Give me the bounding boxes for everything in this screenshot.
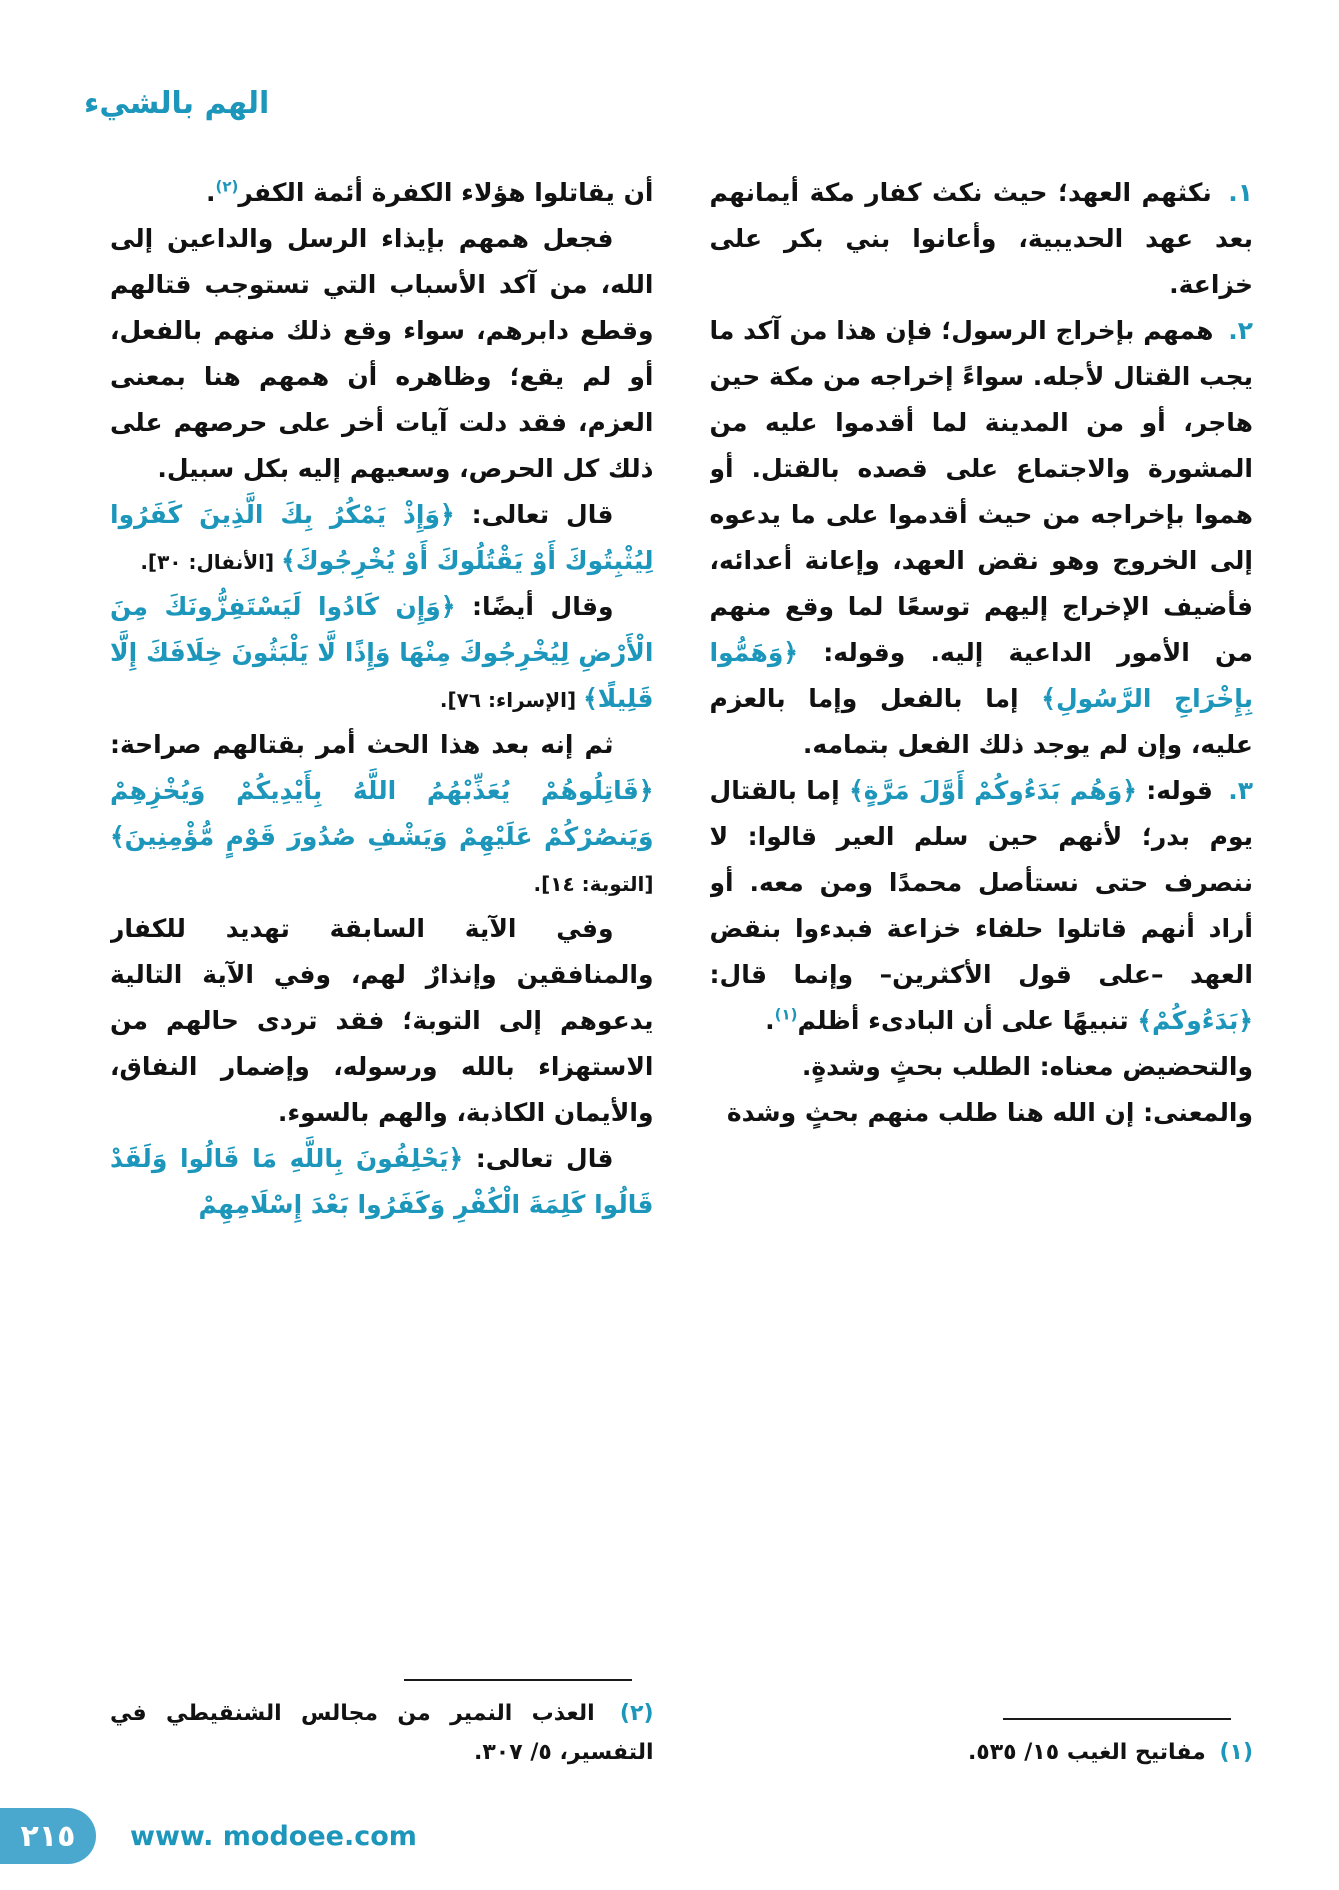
body-text: .	[205, 178, 216, 207]
verse-reference: [الإسراء: ٧٦].	[439, 688, 584, 712]
body-text: قال تعالى:	[454, 500, 614, 529]
body-text: ثم إنه بعد هذا الحث أمر بقتالهم صراحة:	[110, 730, 614, 759]
column-right	[710, 170, 1254, 1772]
footnote-separator	[1003, 1718, 1231, 1720]
footnote-separator	[404, 1679, 632, 1681]
column-right-body	[710, 170, 1254, 1702]
website-link[interactable]: www. modoee.com	[130, 1821, 417, 1852]
paragraph	[710, 1090, 1254, 1136]
quran-verse: ﴿وَإِن كَادُوا لَيَسْتَفِزُّونَكَ مِنَ الْأَرْضِ لِيُخْرِجُوكَ مِنْهَا وَإِذًا لَّا يَلْبَثُونَ خِلَافَكَ إِلَّا قَلِيلًا﴾	[110, 592, 654, 713]
item-number: ٣.	[1218, 776, 1253, 805]
footnote	[710, 1734, 1254, 1773]
paragraph	[110, 170, 654, 216]
footnote-text: العذب النمير من مجالس الشنقيطي في التفسير، ٥/ ٣٠٧.	[110, 1701, 654, 1765]
verse-reference: [الأنفال: ٣٠].	[140, 550, 282, 574]
body-text: والتحضيض معناه: الطلب بحثٍ وشدةٍ.	[801, 1052, 1253, 1081]
body-text: .	[765, 1006, 775, 1035]
body-text: أن يقاتلوا هؤلاء الكفرة أئمة الكفر	[238, 178, 654, 207]
page-number-tab	[0, 1808, 96, 1864]
paragraph	[110, 722, 654, 906]
item-number: ٢.	[1219, 316, 1253, 345]
paragraph	[110, 584, 654, 722]
body-text: والمعنى: إن الله هنا طلب منهم بحثٍ وشدة	[726, 1098, 1253, 1127]
column-left-body	[110, 170, 654, 1663]
body-text: همهم بإخراج الرسول؛ فإن هذا من آكد ما يجب القتال لأجله. سواءً إخراجه من مكة حين هاجر، أو من المدينة لما أقدموا عليه من المشورة والاجتماع على قصده بالقتل. أو هموا بإخراجه من حيث أقدموا على ما يدعوه إلى الخروج وهو نقض العهد، وإعانة أعدائه، فأضيف الإخراج إليهم توسعًا لما وقع منهم من الأمور الداعية إليه. وقوله:	[709, 316, 1253, 667]
numbered-item	[710, 308, 1254, 768]
body-text: فجعل همهم بإيذاء الرسل والداعين إلى الله، من آكد الأسباب التي تستوجب قتالهم وقطع دابرهم، سواء وقع ذلك منهم بالفعل، أو لم يقع؛ وظاهره أن همهم هنا بمعنى العزم، فقد دلت آيات أخر على حرصهم على ذلك كل الحرص، وسعيهم إليه بكل سبيل.	[110, 224, 654, 483]
body-text: نكثهم العهد؛ حيث نكث كفار مكة أيمانهم بعد عهد الحديبية، وأعانوا بني بكر على خزاعة.	[709, 178, 1253, 299]
quran-verse: ﴿وَهُم بَدَءُوكُمْ أَوَّلَ مَرَّةٍ﴾	[849, 776, 1137, 805]
footnote-list-left	[110, 1695, 654, 1772]
paragraph	[110, 216, 654, 492]
footnote-area-left	[110, 1679, 654, 1772]
footnote-marker: (٢)	[215, 177, 239, 196]
footnote-marker: (١)	[774, 1005, 798, 1024]
two-column-text-area	[110, 170, 1253, 1772]
footnote-number: (٢)	[600, 1701, 654, 1726]
body-text: إما بالقتال يوم بدر؛ لأنهم حين سلم العير قالوا: لا ننصرف حتى نستأصل محمدًا ومن معه. أو أراد أنهم قاتلوا حلفاء خزاعة فبدءوا بنقض العهد –على قول الأكثرين– وإنما قال:	[709, 776, 1253, 989]
footnote-list-right	[710, 1734, 1254, 1773]
paragraph	[110, 906, 654, 1136]
quran-verse: ﴿وَإِذْ يَمْكُرُ بِكَ الَّذِينَ كَفَرُوا لِيُثْبِتُوكَ أَوْ يَقْتُلُوكَ أَوْ يُخْرِجُوكَ﴾	[110, 500, 654, 575]
quran-verse: ﴿قَاتِلُوهُمْ يُعَذِّبْهُمُ اللَّهُ بِأَيْدِيكُمْ وَيُخْزِهِمْ وَيَنصُرْكُمْ عَلَيْهِمْ وَيَشْفِ صُدُورَ قَوْمٍ مُّؤْمِنِينَ﴾	[110, 776, 654, 851]
numbered-item	[710, 170, 1254, 308]
item-number: ١.	[1217, 178, 1253, 207]
column-left	[110, 170, 654, 1772]
paragraph	[710, 1044, 1254, 1090]
footnote	[110, 1695, 654, 1772]
quran-verse: ﴿وَهَمُّوا بِإِخْرَاجِ الرَّسُولِ﴾	[709, 638, 1253, 713]
body-text: قال تعالى:	[463, 1144, 614, 1173]
body-text: وقال أيضًا:	[455, 592, 614, 621]
footnote-text: مفاتيح الغيب ١٥/ ٥٣٥.	[967, 1739, 1206, 1765]
quran-verse: ﴿يَحْلِفُونَ بِاللَّهِ مَا قَالُوا وَلَقَدْ قَالُوا كَلِمَةَ الْكُفْرِ وَكَفَرُوا بَعْدَ إِسْلَامِهِمْ	[110, 1144, 654, 1219]
footnote-number: (١)	[1211, 1739, 1253, 1765]
body-text: تنبيهًا على أن البادىء أظلم	[797, 1006, 1138, 1035]
paragraph	[110, 492, 654, 584]
body-text: وفي الآية السابقة تهديد للكفار والمنافقين وإنذارٌ لهم، وفي الآية التالية يدعوهم إلى التوبة؛ فقد تردى حالهم من الاستهزاء بالله ورسوله، وإضمار النفاق، والأيمان الكاذبة، والهم بالسوء.	[110, 914, 654, 1127]
quran-verse: ﴿بَدَءُوكُمْ﴾	[1137, 1006, 1253, 1035]
numbered-item	[710, 768, 1254, 1044]
chapter-running-title-calligraphy: الهم بالشيء	[84, 86, 270, 121]
paragraph	[110, 1136, 654, 1228]
verse-reference: [التوبة: ١٤].	[533, 872, 654, 896]
page-number: ٢١٥	[20, 1818, 76, 1854]
footnote-area-right	[710, 1718, 1254, 1773]
body-text: قوله:	[1136, 776, 1213, 805]
body-text: إما بالفعل وإما بالعزم عليه، وإن لم يوجد ذلك الفعل بتمامه.	[709, 684, 1253, 759]
